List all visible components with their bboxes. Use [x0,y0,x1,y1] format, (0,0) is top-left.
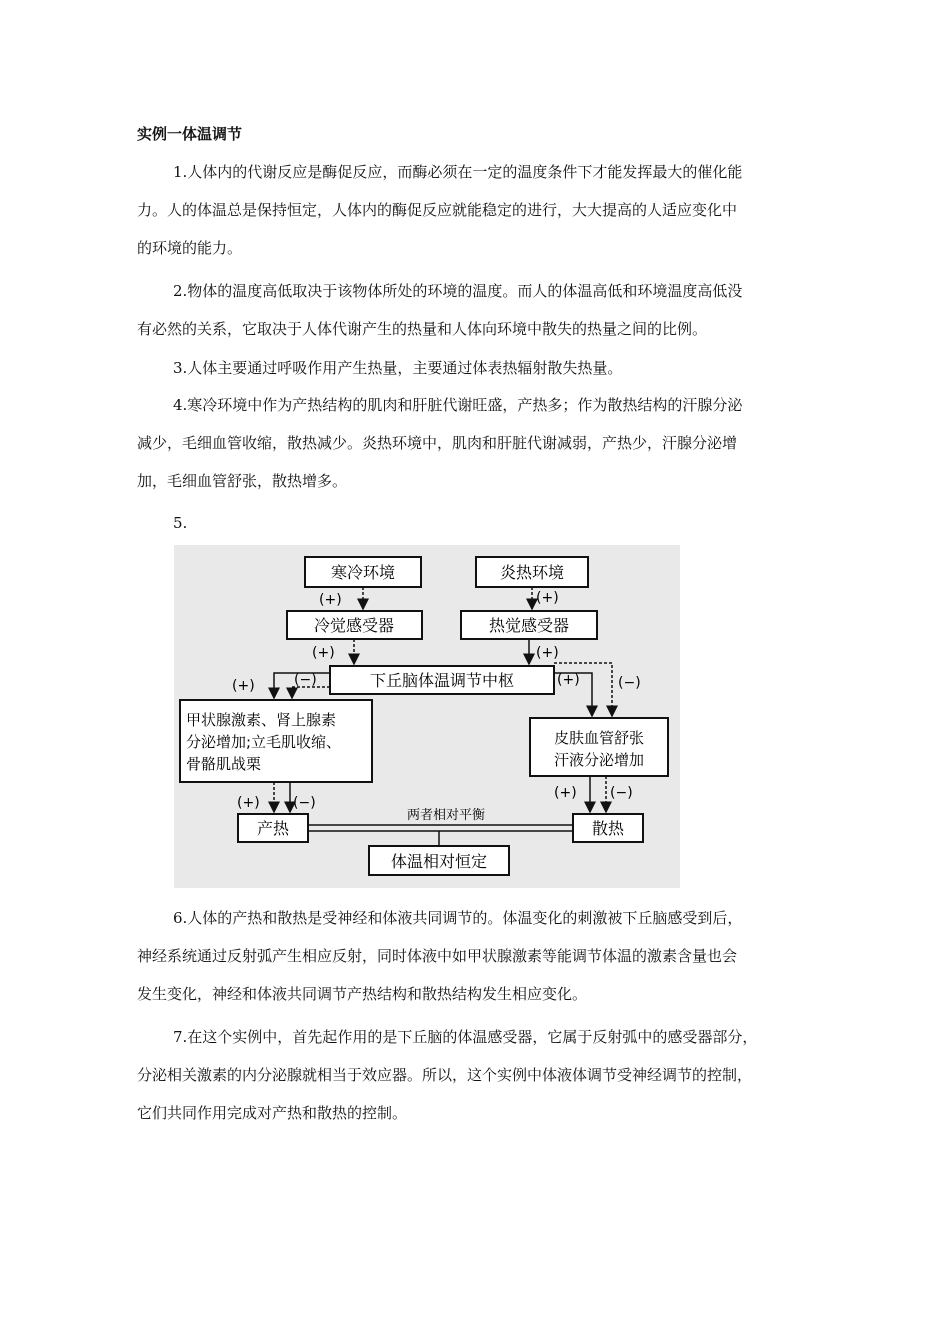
text-line: 它们共同作用完成对产热和散热的控制。 [137,1104,408,1122]
sign-plus: (+) [312,645,335,661]
hot-receptor-box [461,611,597,639]
sign-plus: (+) [232,678,255,694]
constant-temperature-box [369,846,509,875]
balance-label: 两者相对平衡 [406,808,486,823]
sign-plus: (+) [536,645,559,661]
section-heading: 实例一体温调节 [137,125,243,143]
heat-production-box [238,814,308,842]
skin-line-2: 汗液分泌增加 [553,751,645,769]
text-line: 7.在这个实例中，首先起作用的是下丘脑的体温感受器，它属于反射弧中的感受器部分， [173,1028,758,1046]
text-line: 减少，毛细血管收缩，散热减少。炎热环境中，肌肉和肝脏代谢减弱，产热少，汗腺分泌增 [137,434,738,452]
paragraph-6 [137,899,817,1013]
paragraph-4 [137,386,817,500]
heat-loss-box [573,814,643,842]
hypothalamus-center-label: 下丘脑体温调节中枢 [369,671,515,690]
hormone-line-1: 甲状腺激素、肾上腺素 [186,711,337,729]
hypothalamus-center-box [330,666,554,694]
text-line: 6.人体的产热和散热是受神经和体液共同调节的。体温变化的刺激被下丘脑感受到后， [173,909,743,927]
text-line: 发生变化，神经和体液共同调节产热结构和散热结构发生相应变化。 [137,985,588,1003]
sign-plus: (+) [536,590,559,606]
text-line: 神经系统通过反射弧产生相应反射，同时体液中如甲状腺激素等能调节体温的激素含量也会 [137,947,738,965]
paragraph-5 [137,504,817,542]
hot-environment-box [476,557,588,587]
heat-production-label: 产热 [256,819,290,838]
sign-plus: (+) [319,592,342,608]
sign-plus: (+) [554,785,577,801]
thermoregulation-diagram [174,545,680,888]
hot-receptor-label: 热觉感受器 [488,616,570,635]
cold-environment-box [305,557,421,587]
text-line: 加，毛细血管舒张，散热增多。 [137,472,348,490]
cold-receptor-box [287,611,422,639]
paragraph-3 [137,349,817,387]
skin-line-1: 皮肤血管舒张 [553,729,645,747]
text-line: 有必然的关系，它取决于人体代谢产生的热量和人体向环境中散失的热量之间的比例。 [137,320,708,338]
text-line: 5. [173,514,188,532]
sign-minus: (−) [293,795,316,811]
paragraph-1 [137,153,817,267]
skin-response-box [530,718,668,776]
sign-minus: (−) [294,672,317,688]
heat-loss-label: 散热 [591,819,625,838]
text-line: 分泌相关激素的内分泌腺就相当于效应器。所以，这个实例中体液体调节受神经调节的控制， [137,1066,753,1084]
text-line: 1.人体内的代谢反应是酶促反应，而酶必须在一定的温度条件下才能发挥最大的催化能 [173,163,743,181]
paragraph-2 [137,272,817,348]
hormone-line-3: 骨骼肌战栗 [186,755,262,773]
constant-temperature-label: 体温相对恒定 [390,852,488,871]
sign-minus: (−) [610,785,633,801]
cold-receptor-label: 冷觉感受器 [313,616,395,635]
text-line: 2.物体的温度高低取决于该物体所处的环境的温度。而人的体温高低和环境温度高低没 [173,282,743,300]
balance-connector [308,807,573,846]
hormone-line-2: 分泌增加;立毛肌收缩、 [186,733,342,751]
text-line: 4.寒冷环境中作为产热结构的肌肉和肝脏代谢旺盛，产热多；作为散热结构的汗腺分泌 [173,396,743,414]
sign-plus: (+) [237,795,260,811]
paragraph-7 [137,1018,817,1132]
text-line: 力。人的体温总是保持恒定，人体内的酶促反应就能稳定的进行，大大提高的人适应变化中 [137,201,738,219]
text-line: 的环境的能力。 [137,239,243,257]
text-line: 3.人体主要通过呼吸作用产生热量，主要通过体表热辐射散失热量。 [173,359,623,377]
cold-environment-label: 寒冷环境 [330,563,396,582]
hormone-response-box [180,700,372,782]
sign-minus: (−) [618,675,641,691]
sign-plus: (+) [557,672,580,688]
hot-environment-label: 炎热环境 [499,563,565,582]
